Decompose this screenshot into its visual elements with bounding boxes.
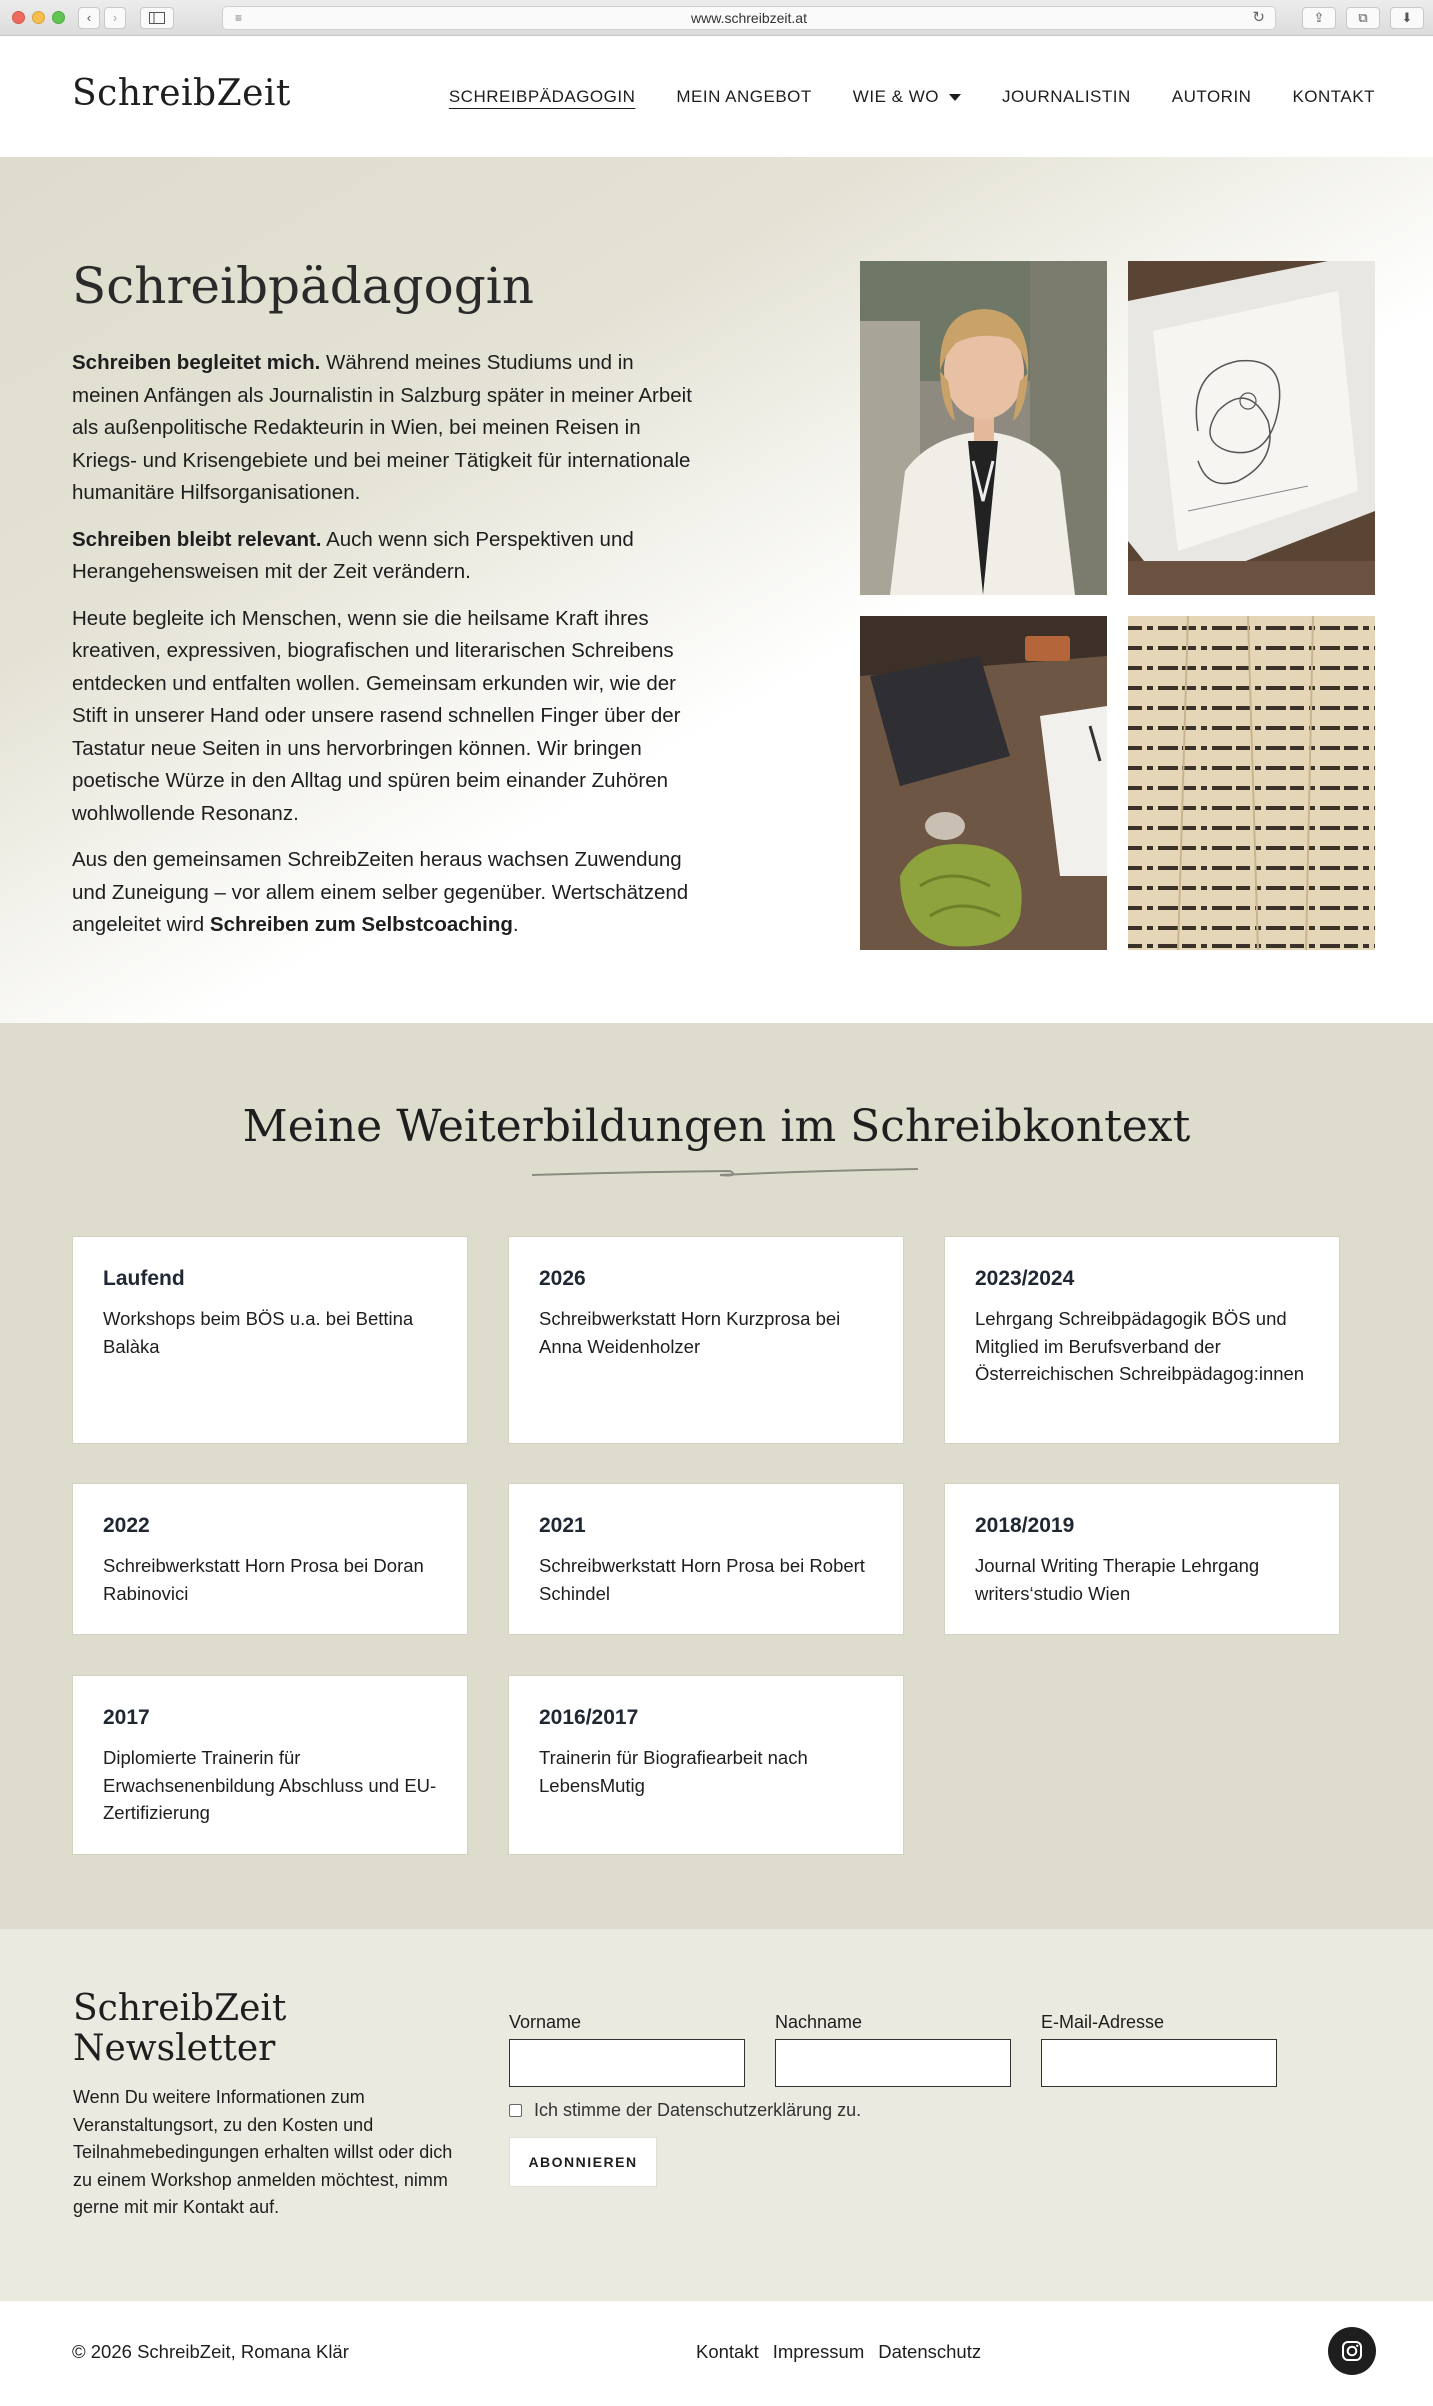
footer-link-datenschutz[interactable]: Datenschutz: [878, 2341, 982, 2362]
nav-item-journalistin[interactable]: JOURNALISTIN: [1001, 87, 1131, 106]
education-card: [72, 1483, 468, 1635]
education-year: 2026: [539, 1267, 586, 1290]
education-description: Workshops beim BÖS u.a. bei Bettina Balàka: [103, 1308, 414, 1357]
intro-section: [0, 157, 1433, 1023]
education-year: 2021: [539, 1514, 586, 1537]
email-label: E-Mail-Adresse: [1041, 2012, 1165, 2032]
nav-item-schreibpaedagogin[interactable]: SCHREIBPÄDAGOGIN: [448, 87, 636, 106]
newsletter-section: [0, 1929, 1433, 2301]
intro-emphasis: Schreiben begleitet mich.: [72, 351, 321, 374]
education-year: 2022: [103, 1514, 150, 1537]
education-card: [508, 1236, 904, 1444]
newsletter-description: Wenn Du weitere Informationen zum Veranstaltungsort, zu den Kosten und Teilnahmebedingungen erhalten willst oder dich zu einem Workshop anmelden möchtest, nimm gerne mit mir Kontakt auf.: [73, 2087, 453, 2217]
education-card: [72, 1236, 468, 1444]
intro-emphasis: Schreiben zum Selbstcoaching: [209, 913, 513, 936]
education-year: 2017: [103, 1706, 150, 1729]
reader-icon[interactable]: ≡: [235, 11, 243, 25]
browser-toolbar: [0, 0, 1433, 36]
intro-emphasis: Schreiben bleibt relevant.: [72, 527, 322, 551]
address-bar[interactable]: [222, 6, 1276, 30]
main-nav: [449, 87, 1375, 107]
nav-item-label: WIE & WO: [852, 87, 939, 106]
site-footer: [0, 2301, 1433, 2406]
education-year: 2023/2024: [975, 1267, 1075, 1290]
first-name-field[interactable]: [509, 2039, 745, 2087]
education-title: Meine Weiterbildungen im Schreibkontext: [242, 1101, 1191, 1152]
portrait-photo: [860, 261, 1107, 595]
last-name-label: Nachname: [775, 2012, 863, 2032]
last-name-field[interactable]: [775, 2039, 1011, 2087]
sidebar-toggle-button[interactable]: [140, 7, 174, 29]
intro-paragraph-text: Aus den gemeinsamen SchreibZeiten heraus wachsen Zuwendung und Zuneigung – vor allem einem selber gegenüber. Wertschätzend angeleitet wird: [72, 848, 689, 936]
footer-link-kontakt[interactable]: Kontakt: [696, 2341, 759, 2362]
intro-paragraph-text: Auch wenn sich Perspektiven und Herangehensweisen mit der Zeit verändern.: [72, 527, 634, 583]
intro-text: [72, 347, 698, 956]
nav-item-wie-und-wo[interactable]: [853, 87, 961, 107]
intro-paragraph: [72, 524, 698, 589]
education-card: [508, 1675, 904, 1855]
education-year: 2018/2019: [975, 1514, 1075, 1537]
intro-paragraph: [72, 844, 698, 942]
nav-item-kontakt[interactable]: KONTAKT: [1292, 87, 1375, 106]
site-logo[interactable]: SchreibZeit: [72, 73, 291, 114]
education-card: [72, 1675, 468, 1855]
education-year: Laufend: [103, 1267, 185, 1290]
share-button[interactable]: ⇪: [1302, 7, 1336, 29]
close-window-button[interactable]: [12, 11, 25, 24]
footer-link-impressum[interactable]: Impressum: [772, 2341, 865, 2362]
minimize-window-button[interactable]: [32, 11, 45, 24]
tabs-button[interactable]: ⧉: [1346, 7, 1380, 29]
intro-paragraph-text: Heute begleite ich Menschen, wenn sie die heilsame Kraft ihres kreativen, expressiven, biografischen und literarischen Schreibens entdecken und entfalten wollen. Gemeinsam erkunden wir, wie der Stift in unserer Hand oder unsere rasend schnellen Finger über der Tastatur neue Seiten in uns hervorbringen können. Wir bringen poetische Würze in den Alltag und spüren beim einander Zuhören wohlwollende Resonanz.: [72, 606, 681, 825]
education-description: Lehrgang Schreibpädagogik BÖS und Mitglied im Berufsverband der Österreichischen Schreibpädagog:innen: [975, 1308, 1305, 1384]
education-card: [944, 1236, 1340, 1444]
education-year: 2016/2017: [539, 1706, 639, 1729]
instagram-icon[interactable]: [1328, 2327, 1376, 2375]
intro-paragraph-text: Während meines Studiums und in meinen Anfängen als Journalistin in Salzburg später in meiner Arbeit als außenpolitische Redakteurin in Wien, bei meinen Reisen in Kriegs- und Krisengebiete und bei meiner Tätigkeit für internationale humanitäre Hilfsorganisationen.: [72, 351, 692, 504]
email-field[interactable]: [1041, 2039, 1277, 2087]
footer-links: [696, 2341, 981, 2363]
chevron-down-icon: [949, 94, 961, 101]
site-header: [0, 37, 1433, 157]
reload-icon[interactable]: ↻: [1252, 9, 1265, 26]
newsletter-title: SchreibZeit Newsletter: [73, 1988, 287, 2069]
title-underline-decoration: [530, 1163, 920, 1183]
subscribe-button[interactable]: ABONNIEREN: [509, 2137, 657, 2187]
education-description: Journal Writing Therapie Lehrgang writers‘studio Wien: [975, 1555, 1260, 1604]
education-description: Schreibwerkstatt Horn Prosa bei Robert Schindel: [539, 1555, 865, 1604]
intro-paragraph: [72, 347, 698, 510]
nav-item-mein-angebot[interactable]: MEIN ANGEBOT: [676, 87, 812, 106]
education-card: [944, 1483, 1340, 1635]
intro-paragraph: [72, 603, 698, 831]
consent-checkbox[interactable]: [509, 2104, 522, 2117]
url-text: www.schreibzeit.at: [691, 10, 807, 26]
education-description: Schreibwerkstatt Horn Kurzprosa bei Anna Weidenholzer: [539, 1308, 841, 1357]
page-title: Schreibpädagogin: [72, 257, 534, 315]
sidebar-icon: [149, 12, 165, 24]
maximize-window-button[interactable]: [52, 11, 65, 24]
forward-button[interactable]: ›: [104, 7, 126, 29]
education-card: [508, 1483, 904, 1635]
back-button[interactable]: ‹: [78, 7, 100, 29]
education-section: [0, 1023, 1433, 1929]
intro-paragraph-end: .: [512, 913, 519, 936]
education-description: Diplomierte Trainerin für Erwachsenenbildung Abschluss und EU-Zertifizierung: [103, 1747, 437, 1823]
education-description: Trainerin für Biografiearbeit nach LebensMutig: [539, 1747, 808, 1796]
drawing-photo: [1128, 261, 1375, 595]
text-collage-photo: [1128, 616, 1375, 950]
nav-item-autorin[interactable]: AUTORIN: [1171, 87, 1252, 106]
first-name-label: Vorname: [509, 2012, 582, 2032]
consent-row: [509, 2100, 861, 2121]
downloads-button[interactable]: ⬇: [1390, 7, 1424, 29]
education-description: Schreibwerkstatt Horn Prosa bei Doran Rabinovici: [103, 1555, 424, 1604]
consent-label: Ich stimme der Datenschutzerklärung zu.: [534, 2100, 862, 2120]
desk-photo: [860, 616, 1107, 950]
copyright-text: © 2026 SchreibZeit, Romana Klär: [72, 2341, 349, 2362]
